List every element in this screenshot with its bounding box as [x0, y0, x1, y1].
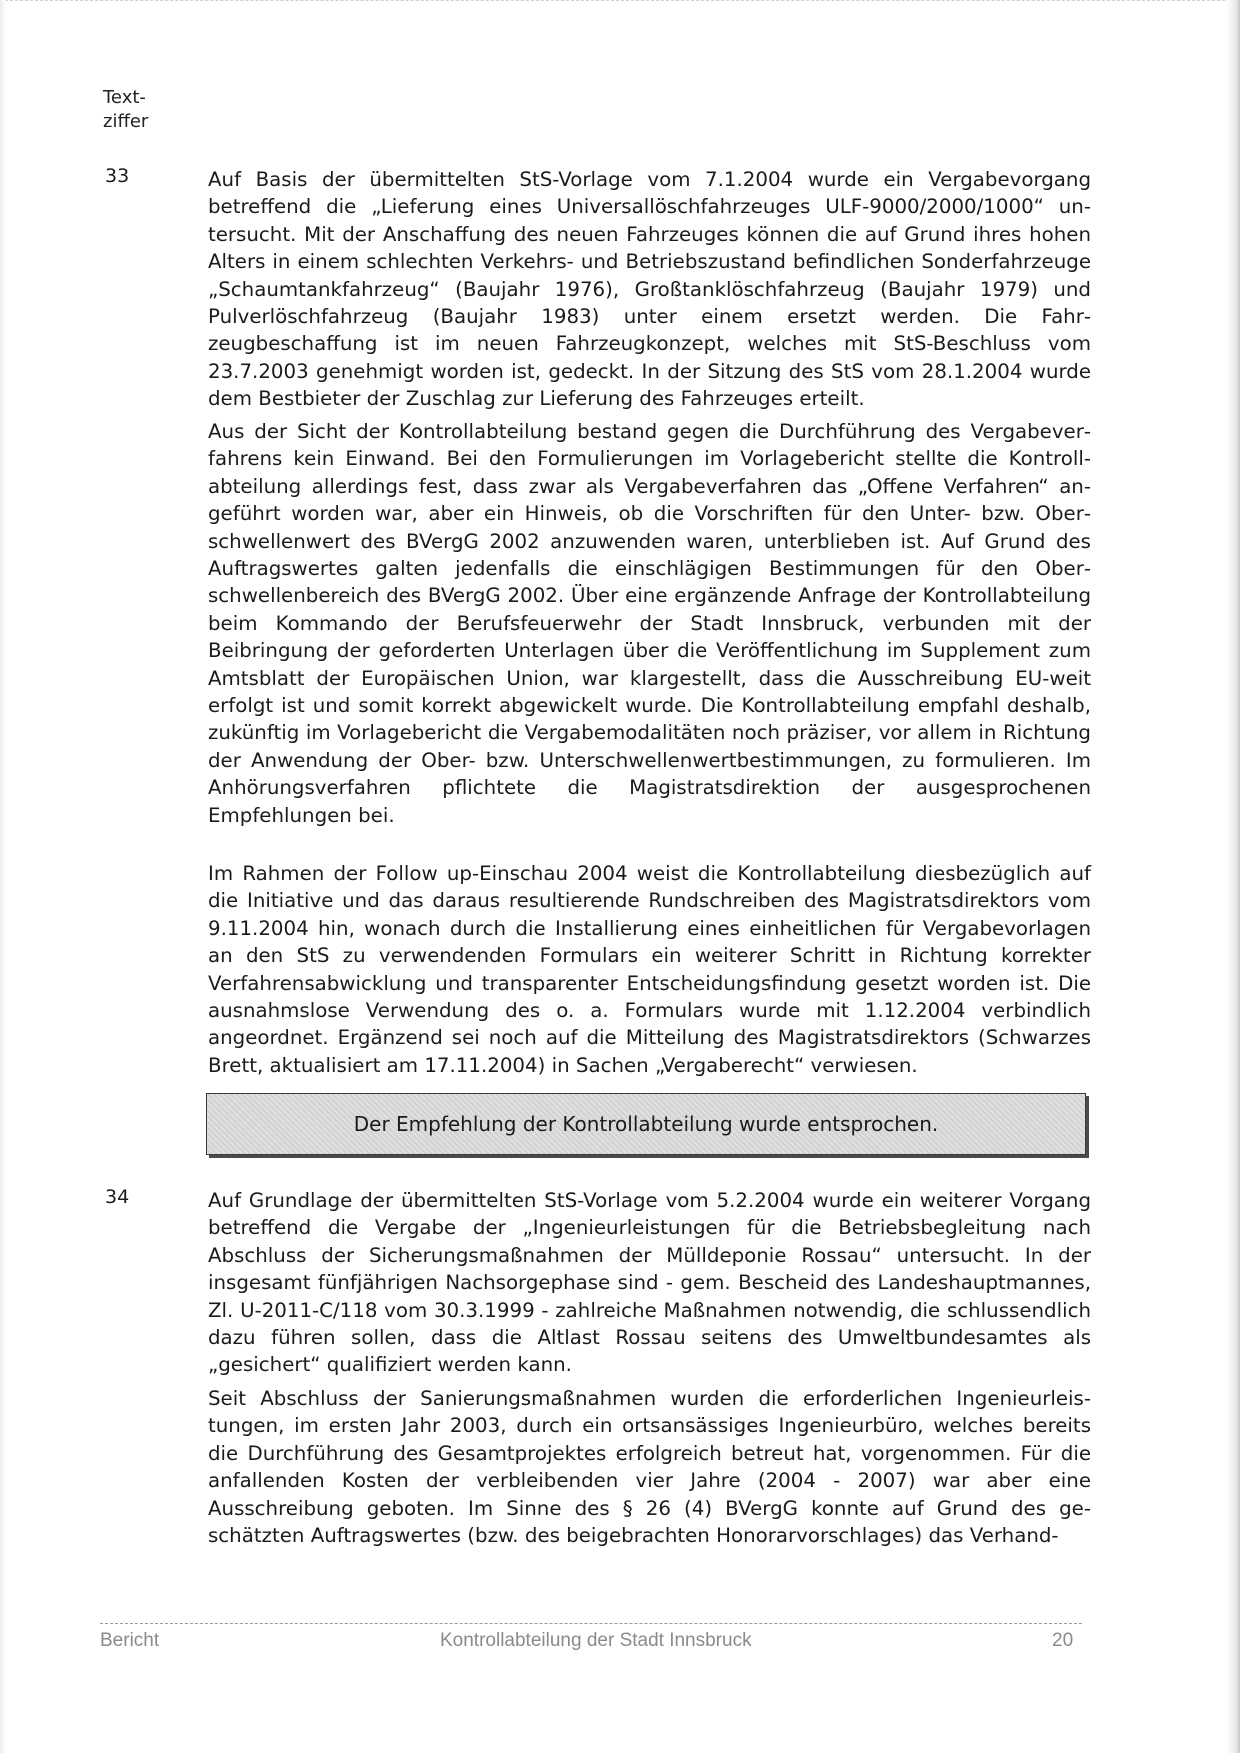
recommendation-result-box [206, 1093, 1086, 1155]
section-number-34: 34 [105, 1186, 130, 1208]
section-34-paragraph-2 [208, 1385, 1091, 1549]
recommendation-result-text: Der Empfehlung der Kontrollabteilung wurde entsprochen. [353, 1112, 939, 1136]
scan-top-edge [0, 0, 1240, 4]
section-34-paragraph-1 [208, 1187, 1091, 1379]
margin-label-line1: Text- [103, 87, 146, 108]
paragraph-text: Seit Abschluss der Sanierungsmaßnahmen wurden die erforderlichen Ingenieurleistungen, im ersten Jahr 2003, durch ein ortsansässiges Ingenieurbüro, welches bereits die Durchführung des Gesamtprojektes erfolgreich betreut hat, vorgenommen. Für die anfallenden Kosten der verbleibenden vier Jahre (2004 - 2007) war aber eine Ausschreibung geboten. Im Sinne des § 26 (4) BVergG konnte auf Grund des geschätzten Auftragswertes (bzw. des beigebrachten Honorarvorschlages) das Verhand- [208, 1387, 1091, 1548]
margin-label-textziffer [103, 86, 148, 134]
footer-report-label: Bericht [100, 1630, 160, 1651]
footer-page-number: 20 [1052, 1630, 1074, 1651]
paragraph-text: Aus der Sicht der Kontrollabteilung bestand gegen die Durchführung des Vergabeverfahrens kein Einwand. Bei den Formulierungen im Vorlagebericht stellte die Kontrollabteilung allerdings fest, dass zwar als Vergabeverfahren das „Offene Verfahren“ angeführt worden war, aber ein Hinweis, ob die Vorschriften für den Unter- bzw. Oberschwellenwert des BVergG 2002 anzuwenden waren, unterblieben ist. Auf Grund des Auftragswertes galten jedenfalls die einschlägigen Bestimmungen für den Oberschwellenbereich des BVergG 2002. Über eine ergänzende Anfrage der Kontrollabteilung beim Kommando der Berufsfeuerwehr der Stadt Innsbruck, verbunden mit der Beibringung der geforderten Unterlagen über die Veröffentlichung im Supplement zum Amtsblatt der Europäischen Union, war klargestellt, dass die Ausschreibung EU-weit erfolgt ist und somit korrekt abgewickelt wurde. Die Kontrollabteilung empfahl deshalb, zukünftig im Vorlagebericht die Vergabemodalitäten noch präziser, vor allem in Richtung der Anwendung der Ober- bzw. Unterschwellenwertbestimmungen, zu formulieren. Im Anhörungsverfahren pflichtete die Magistratsdirektion der ausgesprochenen Empfehlungen bei. [208, 420, 1091, 827]
scan-right-edge [1226, 0, 1240, 1753]
section-33-paragraph-2 [208, 418, 1091, 829]
section-33-paragraph-3 [208, 860, 1091, 1079]
paragraph-text: Auf Basis der übermittelten StS-Vorlage vom 7.1.2004 wurde ein Vergabevorgang betreffend die „Lieferung eines Universallöschfahrzeuges ULF-9000/2000/1000“ untersucht. Mit der Anschaffung des neuen Fahrzeuges können die auf Grund ihres hohen Alters in einem schlechten Verkehrs- und Betriebszustand befindlichen Sonderfahrzeuge „Schaumtankfahrzeug“ (Baujahr 1976), Großtanklöschfahrzeug (Baujahr 1979) und Pulverlöschfahrzeug (Baujahr 1983) unter einem ersetzt werden. Die Fahrzeugbeschaffung ist im neuen Fahrzeugkonzept, welches mit StS-Beschluss vom 23.7.2003 genehmigt worden ist, gedeckt. In der Sitzung des StS vom 28.1.2004 wurde dem Bestbieter der Zuschlag zur Lieferung des Fahrzeuges erteilt. [208, 168, 1091, 411]
scan-left-edge [0, 0, 6, 1753]
margin-label-line2: ziffer [103, 111, 149, 132]
paragraph-text: Auf Grundlage der übermittelten StS-Vorlage vom 5.2.2004 wurde ein weiterer Vorgang betreffend die Vergabe der „Ingenieurleistungen für die Betriebsbegleitung nach Abschluss der Sicherungsmaßnahmen der Mülldeponie Rossau“ untersucht. In der insgesamt fünfjährigen Nachsorgephase sind - gem. Bescheid des Landeshauptmannes, Zl. U-2011-C/118 vom 30.3.1999 - zahlreiche Maßnahmen notwendig, die schlussendlich dazu führen sollen, dass die Altlast Rossau seitens des Umweltbundesamtes als „gesichert“ qualifiziert werden kann. [208, 1189, 1091, 1377]
section-number-33: 33 [105, 165, 130, 187]
footer-divider [100, 1623, 1082, 1624]
section-33-paragraph-1 [208, 166, 1091, 413]
paragraph-text: Im Rahmen der Follow up-Einschau 2004 weist die Kontrollabteilung diesbezüglich auf die Initiative und das daraus resultierende Rundschreiben des Magistratsdirektors vom 9.11.2004 hin, wonach durch die Installierung eines einheitlichen für Vergabevorlagen an den StS zu verwendenden Formulars ein weiterer Schritt in Richtung korrekter Verfahrensabwicklung und transparenter Entscheidungsfindung gesetzt worden ist. Die ausnahmslose Verwendung des o. a. Formulars wurde mit 1.12.2004 verbindlich angeordnet. Ergänzend sei noch auf die Mitteilung des Magistratsdirektors (Schwarzes Brett, aktualisiert am 17.11.2004) in Sachen „Vergaberecht“ verwiesen. [208, 862, 1091, 1077]
footer-department: Kontrollabteilung der Stadt Innsbruck [440, 1630, 752, 1651]
